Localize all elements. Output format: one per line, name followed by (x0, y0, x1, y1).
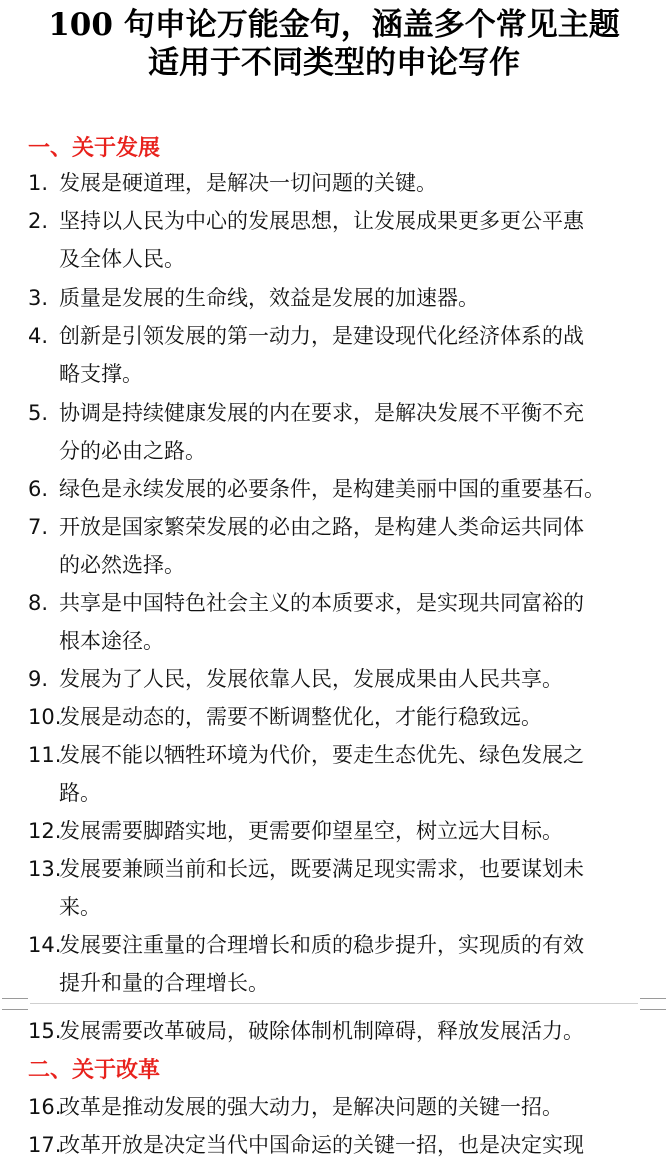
item-number: 4. (28, 324, 49, 348)
page-break (0, 994, 668, 1014)
item-number: 1. (28, 171, 49, 195)
item-text: 质量是发展的生命线，效益是发展的加速器。 (59, 286, 479, 310)
list-item-7 (28, 508, 640, 584)
list-item-14 (28, 926, 640, 1002)
item-number: 12. (28, 819, 62, 843)
list-item-8 (28, 584, 640, 660)
item-number: 3. (28, 286, 49, 310)
item-text: 发展要兼顾当前和长远，既要满足现实需求，也要谋划未 (59, 857, 584, 881)
item-text: 发展是硬道理，是解决一切问题的关键。 (59, 171, 437, 195)
item-text: 发展为了人民，发展依靠人民，发展成果由人民共享。 (59, 667, 563, 691)
list-item-3 (28, 279, 640, 317)
item-text-continued: 来。 (59, 895, 101, 919)
list-item-9 (28, 660, 640, 698)
item-text: 发展需要改革破局，破除体制机制障碍，释放发展活力。 (59, 1019, 584, 1043)
item-text-continued: 提升和量的合理增长。 (59, 971, 269, 995)
item-number: 10. (28, 705, 62, 729)
document-title-line-1: 100 句申论万能金句，涵盖多个常见主题 (48, 7, 620, 43)
page-break-marker-right (640, 998, 666, 1010)
item-number: 2. (28, 209, 49, 233)
list-item-13 (28, 850, 640, 926)
item-text-continued: 略支撑。 (59, 362, 143, 386)
item-text-continued: 及全体人民。 (59, 247, 185, 271)
list-item-17 (28, 1126, 640, 1164)
section-heading-reform: 二、关于改革 (28, 1058, 161, 1083)
list-item-16 (28, 1088, 640, 1126)
item-text: 创新是引领发展的第一动力，是建设现代化经济体系的战 (59, 324, 584, 348)
item-text: 绿色是永续发展的必要条件，是构建美丽中国的重要基石。 (59, 477, 605, 501)
item-number: 11. (28, 743, 62, 767)
page-break-marker-left (2, 998, 28, 1010)
item-number: 16. (28, 1095, 62, 1119)
item-number: 9. (28, 667, 49, 691)
item-number: 6. (28, 477, 49, 501)
list-item-6 (28, 470, 640, 508)
item-number: 7. (28, 515, 49, 539)
page-break-line (30, 1003, 638, 1004)
item-number: 5. (28, 401, 49, 425)
list-item-5 (28, 394, 640, 470)
list-item-12 (28, 812, 640, 850)
item-number: 14. (28, 933, 62, 957)
list-item-4 (28, 317, 640, 393)
item-number: 17. (28, 1133, 62, 1157)
list-item-11 (28, 736, 640, 812)
item-text: 发展不能以牺牲环境为代价，要走生态优先、绿色发展之 (59, 743, 584, 767)
list-item-10 (28, 698, 640, 736)
item-text: 发展需要脚踏实地，更需要仰望星空，树立远大目标。 (59, 819, 563, 843)
item-text-continued: 的必然选择。 (59, 553, 185, 577)
item-number: 8. (28, 591, 49, 615)
item-text: 协调是持续健康发展的内在要求，是解决发展不平衡不充 (59, 401, 584, 425)
section-heading-development: 一、关于发展 (28, 136, 161, 161)
list-item-15 (28, 1012, 640, 1050)
item-number: 13. (28, 857, 62, 881)
document-title-line-2: 适用于不同类型的申论写作 (148, 45, 520, 81)
item-text: 开放是国家繁荣发展的必由之路，是构建人类命运共同体 (59, 515, 584, 539)
item-text: 坚持以人民为中心的发展思想，让发展成果更多更公平惠 (59, 209, 584, 233)
list-item-2 (28, 202, 640, 278)
item-text-continued: 分的必由之路。 (59, 439, 206, 463)
item-text: 发展要注重量的合理增长和质的稳步提升，实现质的有效 (59, 933, 584, 957)
item-text: 改革开放是决定当代中国命运的关键一招，也是决定实现 (59, 1133, 584, 1157)
item-text: 发展是动态的，需要不断调整优化，才能行稳致远。 (59, 705, 542, 729)
item-text-continued: 根本途径。 (59, 629, 164, 653)
list-item-1 (28, 164, 640, 202)
item-number: 15. (28, 1019, 62, 1043)
item-text-continued: 路。 (59, 781, 101, 805)
item-text: 改革是推动发展的强大动力，是解决问题的关键一招。 (59, 1095, 563, 1119)
item-text: 共享是中国特色社会主义的本质要求，是实现共同富裕的 (59, 591, 584, 615)
